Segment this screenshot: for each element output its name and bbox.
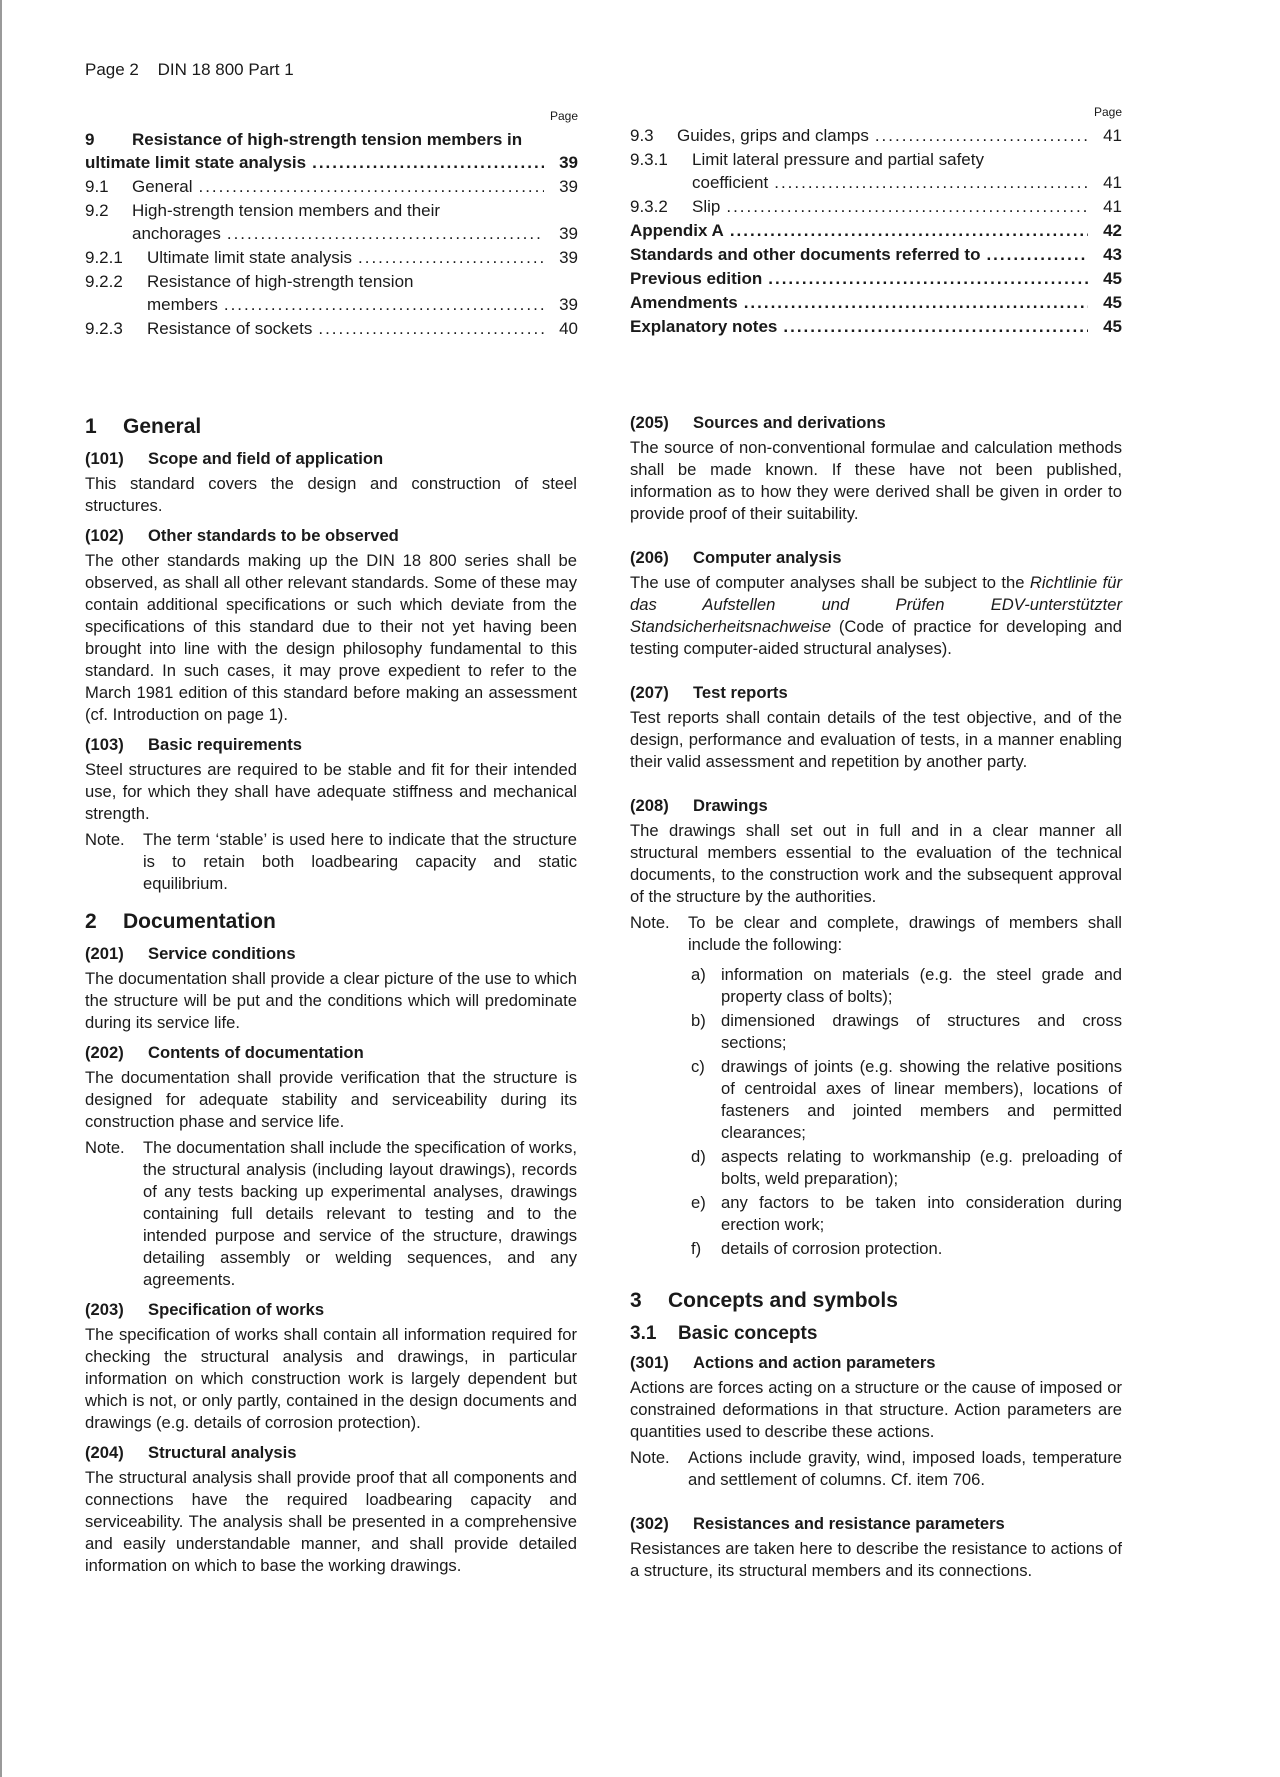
toc-page: 39 [559,295,578,314]
body-column-right [630,412,1122,1590]
toc-title: Previous edition [630,269,763,288]
toc-entry[interactable] [85,246,578,269]
toc-title: Ultimate limit state analysis [147,248,353,267]
clause-text: The structural analysis shall provide proof that all components and connections have the required loadbearing capacity and serviceability. The analysis shall be presented in a comprehensive and easily understandable manner, and shall provide detailed information on which to base the working drawings. [85,1468,577,1575]
page-edge [0,0,2,1777]
clause-text: Actions are forces acting on a structure or the cause of imposed or constrained deformations in that structure. Action parameters are quantities used to describe these actions. [630,1378,1122,1441]
toc-page: 41 [1103,126,1122,145]
clause-text: The documentation shall provide a clear picture of the use to which the structure will be put and the conditions which will predominate during its service life. [85,969,577,1032]
toc-page: 41 [1103,197,1122,216]
subsection-title: Basic concepts [678,1323,818,1344]
toc-page: 39 [559,153,578,172]
note [85,1137,577,1291]
clause-heading [85,1442,577,1464]
list-item [691,1010,1122,1054]
section-number: 2 [85,910,97,933]
toc-number: 9 [85,130,95,149]
toc-entry[interactable] [630,219,1122,242]
toc-leader [358,246,544,269]
toc-number: 9.3 [630,126,654,145]
list-text: dimensioned drawings of structures and cross sections; [721,1011,1122,1052]
list-marker: b) [691,1011,706,1030]
toc-page: 39 [559,177,578,196]
toc-leader [224,293,544,316]
note-label: Note. [630,913,670,932]
note-text: To be clear and complete, drawings of members shall include the following: [688,913,1122,954]
toc-title-cont: ultimate limit state analysis [85,153,307,172]
clause-text-part: The use of computer analyses shall be subject to the [630,573,1030,592]
clause-number: (203) [85,1300,124,1319]
toc-title: Slip [692,197,721,216]
page-number: Page 2 [85,60,139,79]
list-item [691,1192,1122,1236]
note-text: The term ‘stable’ is used here to indicate that the structure is to retain both loadbearing capacity and static equilibrium. [143,830,577,893]
section-heading-documentation [85,909,577,935]
list-text: details of corrosion protection. [721,1239,943,1258]
note-label: Note. [630,1448,670,1467]
toc-page: 45 [1103,293,1122,312]
clause-text: Test reports shall contain details of the test objective, and of the design, performance and evaluation of tests, in a manner enabling their valid assessment and repetition by another party. [630,708,1122,771]
list-item [691,1056,1122,1144]
toc-entry[interactable] [85,270,578,316]
clause-title: Scope and field of application [148,449,384,468]
clause-heading [630,1352,1122,1374]
toc-title: Guides, grips and clamps [677,126,869,145]
clause-number: (204) [85,1443,124,1462]
toc-page: 40 [559,319,578,338]
toc-leader [783,315,1088,338]
clause-text: The other standards making up the DIN 18 800 series shall be observed, as shall all other relevant standards. Some of these may contain additional specifications or such which deviate from the specifications of this standard due to their not yet having been brought into line with the design philosophy fundamental to this standard. In such cases, it may prove expedient to refer to the March 1981 edition of this standard before making an assessment (cf. Introduction on page 1). [85,551,577,724]
toc-entry[interactable] [85,317,578,340]
note [85,829,577,895]
toc-page: 45 [1103,317,1122,336]
list-text: aspects relating to workmanship (e.g. preloading of bolts, weld preparation); [721,1147,1122,1188]
clause-title: Specification of works [148,1300,325,1319]
toc-leader [774,171,1088,194]
list-text: drawings of joints (e.g. showing the relative positions of centroidal axes of linear members), locations of fasteners and jointed members and permitted clearances; [721,1057,1122,1142]
drawing-requirements-list [691,964,1122,1260]
clause-text: The documentation shall provide verification that the structure is designed for adequate stability and serviceability during its construction phase and service life. [85,1068,577,1131]
list-marker: e) [691,1193,706,1212]
toc-title: Amendments [630,293,738,312]
toc-title: Standards and other documents referred to [630,245,981,264]
toc-title: Appendix A [630,221,724,240]
clause-heading [85,525,577,547]
clause-title: Structural analysis [148,1443,297,1462]
clause-text: The drawings shall set out in full and in a clear manner all structural members essential to the evaluation of the technical documents, to the construction work and the subsequent approval of the structure by the authorities. [630,821,1122,906]
clause-number: (207) [630,683,669,702]
toc-page: 39 [559,224,578,243]
clause-heading [630,682,1122,704]
toc-page: 42 [1103,221,1122,240]
toc-entry[interactable] [630,243,1122,266]
toc-number: 9.2.1 [85,248,123,267]
toc-number: 9.2.2 [85,272,123,291]
toc-leader [312,151,544,174]
toc-leader [318,317,544,340]
clause-number: (101) [85,449,124,468]
toc-title-cont: coefficient [692,173,769,192]
toc-entry[interactable] [630,148,1122,194]
toc-number: 9.3.1 [630,150,668,169]
toc-title: High-strength tension members and their [132,201,441,220]
toc-title: Resistance of sockets [147,319,313,338]
toc-page-heading: Page [1093,105,1122,119]
note-label: Note. [85,830,125,849]
toc-entry[interactable] [630,124,1122,147]
toc-leader [227,222,544,245]
list-text: information on materials (e.g. the steel grade and property class of bolts); [721,965,1122,1006]
clause-heading [630,412,1122,434]
toc-leader [730,219,1088,242]
list-item [691,1238,1122,1260]
toc-left [85,108,578,341]
toc-entry[interactable] [630,267,1122,290]
list-text: any factors to be taken into consideration during erection work; [721,1193,1122,1234]
section-number: 1 [85,415,97,438]
toc-entry[interactable] [630,315,1122,338]
toc-leader [198,175,544,198]
clause-title: Service conditions [148,944,296,963]
toc-leader [875,124,1088,147]
list-item [691,1146,1122,1190]
toc-title: Resistance of high-strength tension [147,272,414,291]
clause-number: (301) [630,1353,669,1372]
clause-number: (103) [85,735,124,754]
toc-page: 45 [1103,269,1122,288]
standard-title: DIN 18 800 Part 1 [157,60,294,79]
clause-text: Steel structures are required to be stable and fit for their intended use, for which they shall have adequate stiffness and mechanical strength. [85,760,577,823]
toc-number: 9.1 [85,177,109,196]
subsection-number: 3.1 [630,1323,657,1344]
clause-heading [630,795,1122,817]
toc-title-cont: members [147,295,218,314]
clause-title: Other standards to be observed [148,526,399,545]
list-marker: d) [691,1147,706,1166]
clause-number: (302) [630,1514,669,1533]
toc-number: 9.3.2 [630,197,668,216]
note [630,1447,1122,1491]
list-item [691,964,1122,1008]
clause-heading [85,1299,577,1321]
toc-leader [768,267,1088,290]
subsection-heading [630,1322,1122,1346]
toc-leader [986,243,1088,266]
clause-heading [85,943,577,965]
toc-title: General [132,177,193,196]
toc-entry[interactable] [85,128,578,174]
clause-title: Test reports [693,683,788,702]
toc-leader [726,195,1088,218]
clause-number: (202) [85,1043,124,1062]
toc-entry[interactable] [85,199,578,245]
clause-text: The specification of works shall contain all information required for checking the structural analysis and drawings, in particular information on which construction work is largely dependent but which is not, or only partly, contained in the design documents and drawings (e.g. details of corrosion protection). [85,1325,577,1432]
list-marker: f) [691,1239,702,1258]
clause-text: This standard covers the design and construction of steel structures. [85,474,577,515]
toc-title: Resistance of high-strength tension members in [132,130,523,149]
clause-number: (205) [630,413,669,432]
clause-title: Resistances and resistance parameters [693,1514,1005,1533]
clause-title: Sources and derivations [693,413,886,432]
toc-leader [744,291,1088,314]
clause-heading [630,1513,1122,1535]
note-text: The documentation shall include the specification of works, the structural analysis (including layout drawings), records of any tests backing up experimental analyses, drawings containing full details relevant to testing and to the intended purpose and service of the structure, drawings detailing assembly or welding sequences, and any agreements. [143,1138,577,1289]
clause-heading [85,448,577,470]
toc-page: 41 [1103,173,1122,192]
clause-text-italic: Richtlinie für das Aufstellen und Prüfen EDV-unterstützter Standsicherheitsnachweise [630,573,1122,636]
toc-title: Limit lateral pressure and partial safety [692,150,984,169]
toc-number: 9.2.3 [85,319,123,338]
toc-right [630,104,1122,339]
clause-title: Drawings [693,796,768,815]
clause-title: Computer analysis [693,548,842,567]
section-title: Concepts and symbols [668,1289,898,1312]
list-marker: a) [691,965,706,984]
clause-heading [85,734,577,756]
body-column-left [85,414,577,1585]
clause-text-part: (Code of practice for developing and testing computer-aided structural analyses). [630,617,1122,658]
clause-number: (208) [630,796,669,815]
note [630,912,1122,956]
toc-entry[interactable] [630,291,1122,314]
note-text: Actions include gravity, wind, imposed loads, temperature and settlement of columns. Cf. item 706. [688,1448,1122,1489]
toc-title: Explanatory notes [630,317,778,336]
section-title: General [123,415,202,438]
toc-page-heading: Page [549,109,578,123]
clause-title: Contents of documentation [148,1043,364,1062]
toc-page: 43 [1103,245,1122,264]
toc-number: 9.2 [85,201,109,220]
toc-page: 39 [559,248,578,267]
clause-heading [630,547,1122,569]
section-number: 3 [630,1289,642,1312]
toc-title-cont: anchorages [132,224,221,243]
section-heading-general [85,414,577,440]
toc-entry[interactable] [630,195,1122,218]
section-title: Documentation [123,910,276,933]
list-marker: c) [691,1057,705,1076]
clause-title: Basic requirements [148,735,303,754]
clause-number: (201) [85,944,124,963]
running-header [85,60,308,80]
clause-heading [85,1042,577,1064]
clause-text: The source of non-conventional formulae and calculation methods shall be made known. If these have not been published, information as to how they were derived shall be given in order to provide proof of their suitability. [630,438,1122,523]
clause-text [630,572,1122,660]
section-heading-concepts [630,1288,1122,1314]
toc-entry[interactable] [85,175,578,198]
clause-number: (102) [85,526,124,545]
clause-title: Actions and action parameters [693,1353,936,1372]
note-label: Note. [85,1138,125,1157]
clause-number: (206) [630,548,669,567]
clause-text: Resistances are taken here to describe the resistance to actions of a structure, its structural members and its connections. [630,1539,1122,1580]
